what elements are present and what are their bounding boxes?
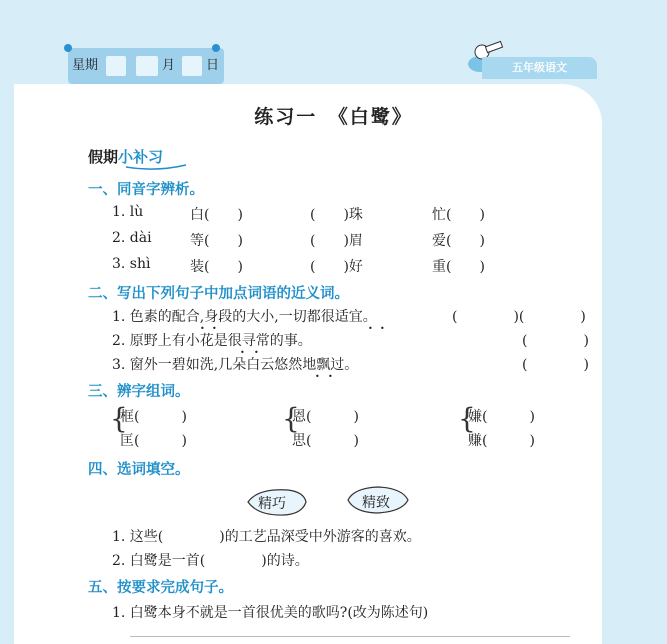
section-heading: 四、选词填空。: [88, 462, 190, 478]
word-blank[interactable]: 思( ): [292, 433, 359, 449]
blank-item[interactable]: 忙( ): [432, 207, 485, 223]
word-blank[interactable]: 匡( ): [120, 433, 187, 449]
blank-item[interactable]: 重( ): [432, 259, 485, 275]
badge-part1: 假期: [88, 148, 119, 166]
pin-icon: [64, 44, 72, 52]
choice-word: 精致: [362, 495, 390, 511]
section-heading: 五、按要求完成句子。: [88, 580, 233, 596]
blank-item[interactable]: 装( ): [190, 259, 243, 275]
pin-icon: [212, 44, 220, 52]
blank-item[interactable]: ( )好: [310, 259, 363, 275]
badge-part2: 小补习: [118, 148, 164, 166]
day-cell[interactable]: [182, 56, 202, 76]
section-heading: 二、写出下列句子中加点词语的近义词。: [88, 286, 349, 302]
blank-item[interactable]: 等( ): [190, 233, 243, 249]
fill-sentence[interactable]: 1. 这些( )的工艺品深受中外游客的喜欢。: [112, 529, 421, 545]
month-label: 月: [162, 58, 176, 73]
day-label: 日: [206, 58, 220, 73]
choice-word: 精巧: [258, 496, 286, 512]
brace-icon: {: [282, 402, 300, 435]
sentence-text: 3. 窗外一碧如洗,几朵白云悠然地飘过。: [112, 357, 359, 373]
word-blank[interactable]: 恩( ): [292, 409, 359, 425]
answer-blank[interactable]: ( )( ): [452, 309, 586, 325]
sentence-text: 2. 原野上有小花是很寻常的事。: [112, 333, 312, 349]
section-heading: 三、辨字组词。: [88, 384, 190, 400]
blank-item[interactable]: ( )珠: [310, 207, 363, 223]
task-sentence: 1. 白鹭本身不就是一首很优美的歌吗?(改为陈述句): [112, 605, 429, 621]
row-label: 1. lù: [112, 204, 144, 220]
answer-blank[interactable]: ( ): [522, 333, 589, 349]
badge-underline: [124, 163, 188, 171]
blank-item[interactable]: 白( ): [190, 207, 243, 223]
month-cell[interactable]: [136, 56, 158, 76]
weekday-label: 星期: [72, 58, 99, 73]
weekday-cell[interactable]: [106, 56, 126, 76]
sentence-text: 1. 色素的配合,身段的大小,一切都很适宜。: [112, 309, 377, 325]
row-label: 3. shì: [112, 256, 151, 272]
brace-icon: {: [458, 402, 476, 435]
brace-icon: {: [110, 402, 128, 435]
word-blank[interactable]: 框( ): [120, 409, 187, 425]
blank-item[interactable]: 爱( ): [432, 233, 485, 249]
grade-tab: 五年级语文: [482, 57, 597, 79]
answer-line[interactable]: [130, 636, 570, 637]
row-label: 2. dài: [112, 230, 152, 246]
blank-item[interactable]: ( )眉: [310, 233, 363, 249]
word-blank[interactable]: 赚( ): [468, 433, 535, 449]
word-blank[interactable]: 嫌( ): [468, 409, 535, 425]
answer-blank[interactable]: ( ): [522, 357, 589, 373]
page-title: 练习一 《白鹭》: [254, 106, 413, 128]
date-box: [68, 48, 224, 84]
section-heading: 一、同音字辨析。: [88, 182, 204, 198]
fill-sentence[interactable]: 2. 白鹭是一首( )的诗。: [112, 553, 309, 569]
